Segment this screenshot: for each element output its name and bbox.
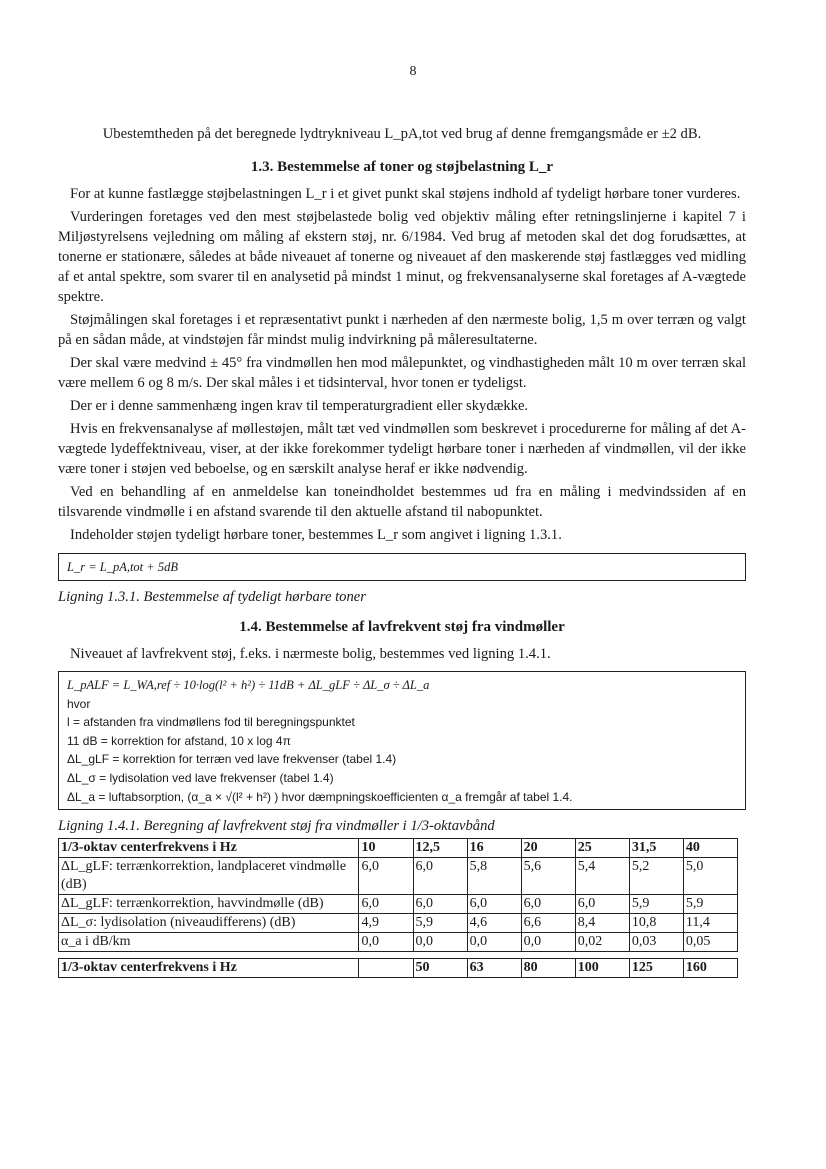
equation-definition: ΔL_gLF = korrektion for terræn ved lave frekvenser (tabel 1.4) [67,752,397,767]
table-cell: 5,8 [467,858,521,895]
equation-1-4-1-caption: Ligning 1.4.1. Beregning af lavfrekvent støj fra vindmøller i 1/3-oktavbånd [58,818,495,835]
equation-definition: 11 dB = korrektion for afstand, 10 x log 4π [67,733,291,748]
table-cell: 6,0 [359,895,413,914]
frequency-header: 10 [359,839,413,858]
table-header-label: 1/3-oktav centerfrekvens i Hz [59,959,359,978]
frequency-header: 100 [575,959,629,978]
paragraph: Hvis en frekvensanalyse af møllestøjen, målt tæt ved vindmøllen som beskrevet i procedurerne for måling af det A-vægtede lydeffektniveau, viser, at der ikke forekommer tydeligt hørbare toner i nærheden af vindmøllen, vil der ikke være toner i støjen ved beboelse, og en særskilt analyse heraf er ikke nødvendig. [58,421,746,477]
table-cell: 10,8 [629,914,683,933]
row-label: ΔL_gLF: terrænkorrektion, havvindmølle (dB) [59,895,359,914]
table-cell: 6,0 [413,895,467,914]
equation-1-3-1-box [58,553,746,581]
frequency-header: 20 [521,839,575,858]
table-header-label: 1/3-oktav centerfrekvens i Hz [59,839,359,858]
table-cell: 0,0 [521,933,575,952]
intro-sentence: Ubestemtheden på det beregnede lydtrykniveau L_pA,tot ved brug af denne fremgangsmåde er ±2 dB. [102,126,702,142]
table-cell: 6,6 [521,914,575,933]
low-frequency-table-continued [58,958,738,978]
section-1-3-title: 1.3. Bestemmelse af toner og støjbelastning L_r [250,159,554,175]
frequency-header: 12,5 [413,839,467,858]
section-1-4-title: 1.4. Bestemmelse af lavfrekvent støj fra vindmøller [239,619,565,635]
table-row [59,933,738,952]
table-cell: 5,9 [683,895,737,914]
table-cell: 6,0 [521,895,575,914]
table-header-row [59,959,738,978]
equation-1-4-1: L_pALF = L_WA,ref ÷ 10·log(l² + h²) ÷ 11dB + ΔL_gLF ÷ ΔL_σ ÷ ΔL_a [67,678,430,692]
table-cell: 6,0 [575,895,629,914]
table-header-row [59,839,738,858]
table-cell: 6,0 [467,895,521,914]
table-cell: 0,05 [683,933,737,952]
paragraph: Vurderingen foretages ved den mest støjbelastede bolig ved objektiv måling efter retningslinjerne i kapitel 7 i Miljøstyrelsens vejledning om måling af ekstern støj, nr. 6/1984. Ved brug af metoden skal det dog forudsættes, at tonerne er stationære, således at både niveauet af tonerne og niveauet af den maskerende støj fastlægges ved midling af et antal spektre, som svarer til en analysetid på mindst 1 minut, og frekvensanalyserne skal foretages af A-vægtede spektre. [58,209,746,305]
table-cell: 0,03 [629,933,683,952]
table-cell: 6,0 [359,858,413,895]
equation-definition: l = afstanden fra vindmøllens fod til beregningspunktet [67,715,355,730]
table-cell: 5,4 [575,858,629,895]
frequency-header: 50 [413,959,467,978]
equation-1-3-1-caption: Ligning 1.3.1. Bestemmelse af tydeligt hørbare toner [58,589,366,605]
table-cell: 0,02 [575,933,629,952]
paragraph: For at kunne fastlægge støjbelastningen L_r i et givet punkt skal støjens indhold af tydeligt hørbare toner vurderes. [70,186,741,202]
empty-cell [359,959,413,978]
page-number: 8 [409,64,417,79]
table-cell: 0,0 [359,933,413,952]
paragraph: Niveauet af lavfrekvent støj, f.eks. i nærmeste bolig, bestemmes ved ligning 1.4.1. [70,646,551,662]
frequency-header: 125 [629,959,683,978]
row-label: ΔL_σ: lydisolation (niveaudifferens) (dB) [59,914,359,933]
document-body [58,124,746,978]
equation-definition: ΔL_a = luftabsorption, (α_a × √(l² + h²) ) hvor dæmpningskoefficienten α_a fremgår af tabel 1.4. [67,789,573,804]
paragraph: Indeholder støjen tydeligt hørbare toner, bestemmes L_r som angivet i ligning 1.3.1. [70,527,562,543]
low-frequency-table [58,838,738,952]
paragraph: Der er i denne sammenhæng ingen krav til temperaturgradient eller skydække. [70,398,529,414]
table-row [59,858,738,895]
row-label: ΔL_gLF: terrænkorrektion, landplaceret vindmølle (dB) [59,858,359,895]
frequency-header: 63 [467,959,521,978]
table-cell: 5,9 [413,914,467,933]
paragraph: Ved en behandling af en anmeldelse kan toneindholdet bestemmes ud fra en måling i medvindssiden af en tilsvarende vindmølle i en afstand svarende til den aktuelle afstand til nabopunktet. [58,484,746,520]
equation-where-label: hvor [67,696,91,711]
table-cell: 4,9 [359,914,413,933]
frequency-header: 80 [521,959,575,978]
table-cell: 5,6 [521,858,575,895]
equation-definition: ΔL_σ = lydisolation ved lave frekvenser (tabel 1.4) [67,770,334,785]
table-cell: 6,0 [413,858,467,895]
table-cell: 8,4 [575,914,629,933]
table-cell: 0,0 [467,933,521,952]
table-cell: 4,6 [467,914,521,933]
equation-1-3-1: L_r = L_pA,tot + 5dB [67,560,178,574]
paragraph: Der skal være medvind ± 45° fra vindmøllen hen mod målepunktet, og vindhastigheden målt 10 m over terræn skal være mellem 6 og 8 m/s. Der skal måles i et tidsinterval, hvor tonen er tydeligst. [58,355,746,391]
frequency-header: 40 [683,839,737,858]
table-cell: 0,0 [413,933,467,952]
table-row [59,914,738,933]
frequency-header: 160 [683,959,737,978]
table-cell: 5,2 [629,858,683,895]
table-cell: 5,0 [683,858,737,895]
equation-1-4-1-box [58,671,746,810]
frequency-header: 25 [575,839,629,858]
row-label: α_a i dB/km [59,933,359,952]
paragraph: Støjmålingen skal foretages i et repræsentativt punkt i nærheden af den nærmeste bolig, 1,5 m over terræn og valgt på en sådan måde, at vindstøjen får mindst mulig indvirkning på måleresultaterne. [58,312,746,348]
frequency-header: 31,5 [629,839,683,858]
frequency-header: 16 [467,839,521,858]
table-cell: 11,4 [683,914,737,933]
table-cell: 5,9 [629,895,683,914]
table-row [59,895,738,914]
